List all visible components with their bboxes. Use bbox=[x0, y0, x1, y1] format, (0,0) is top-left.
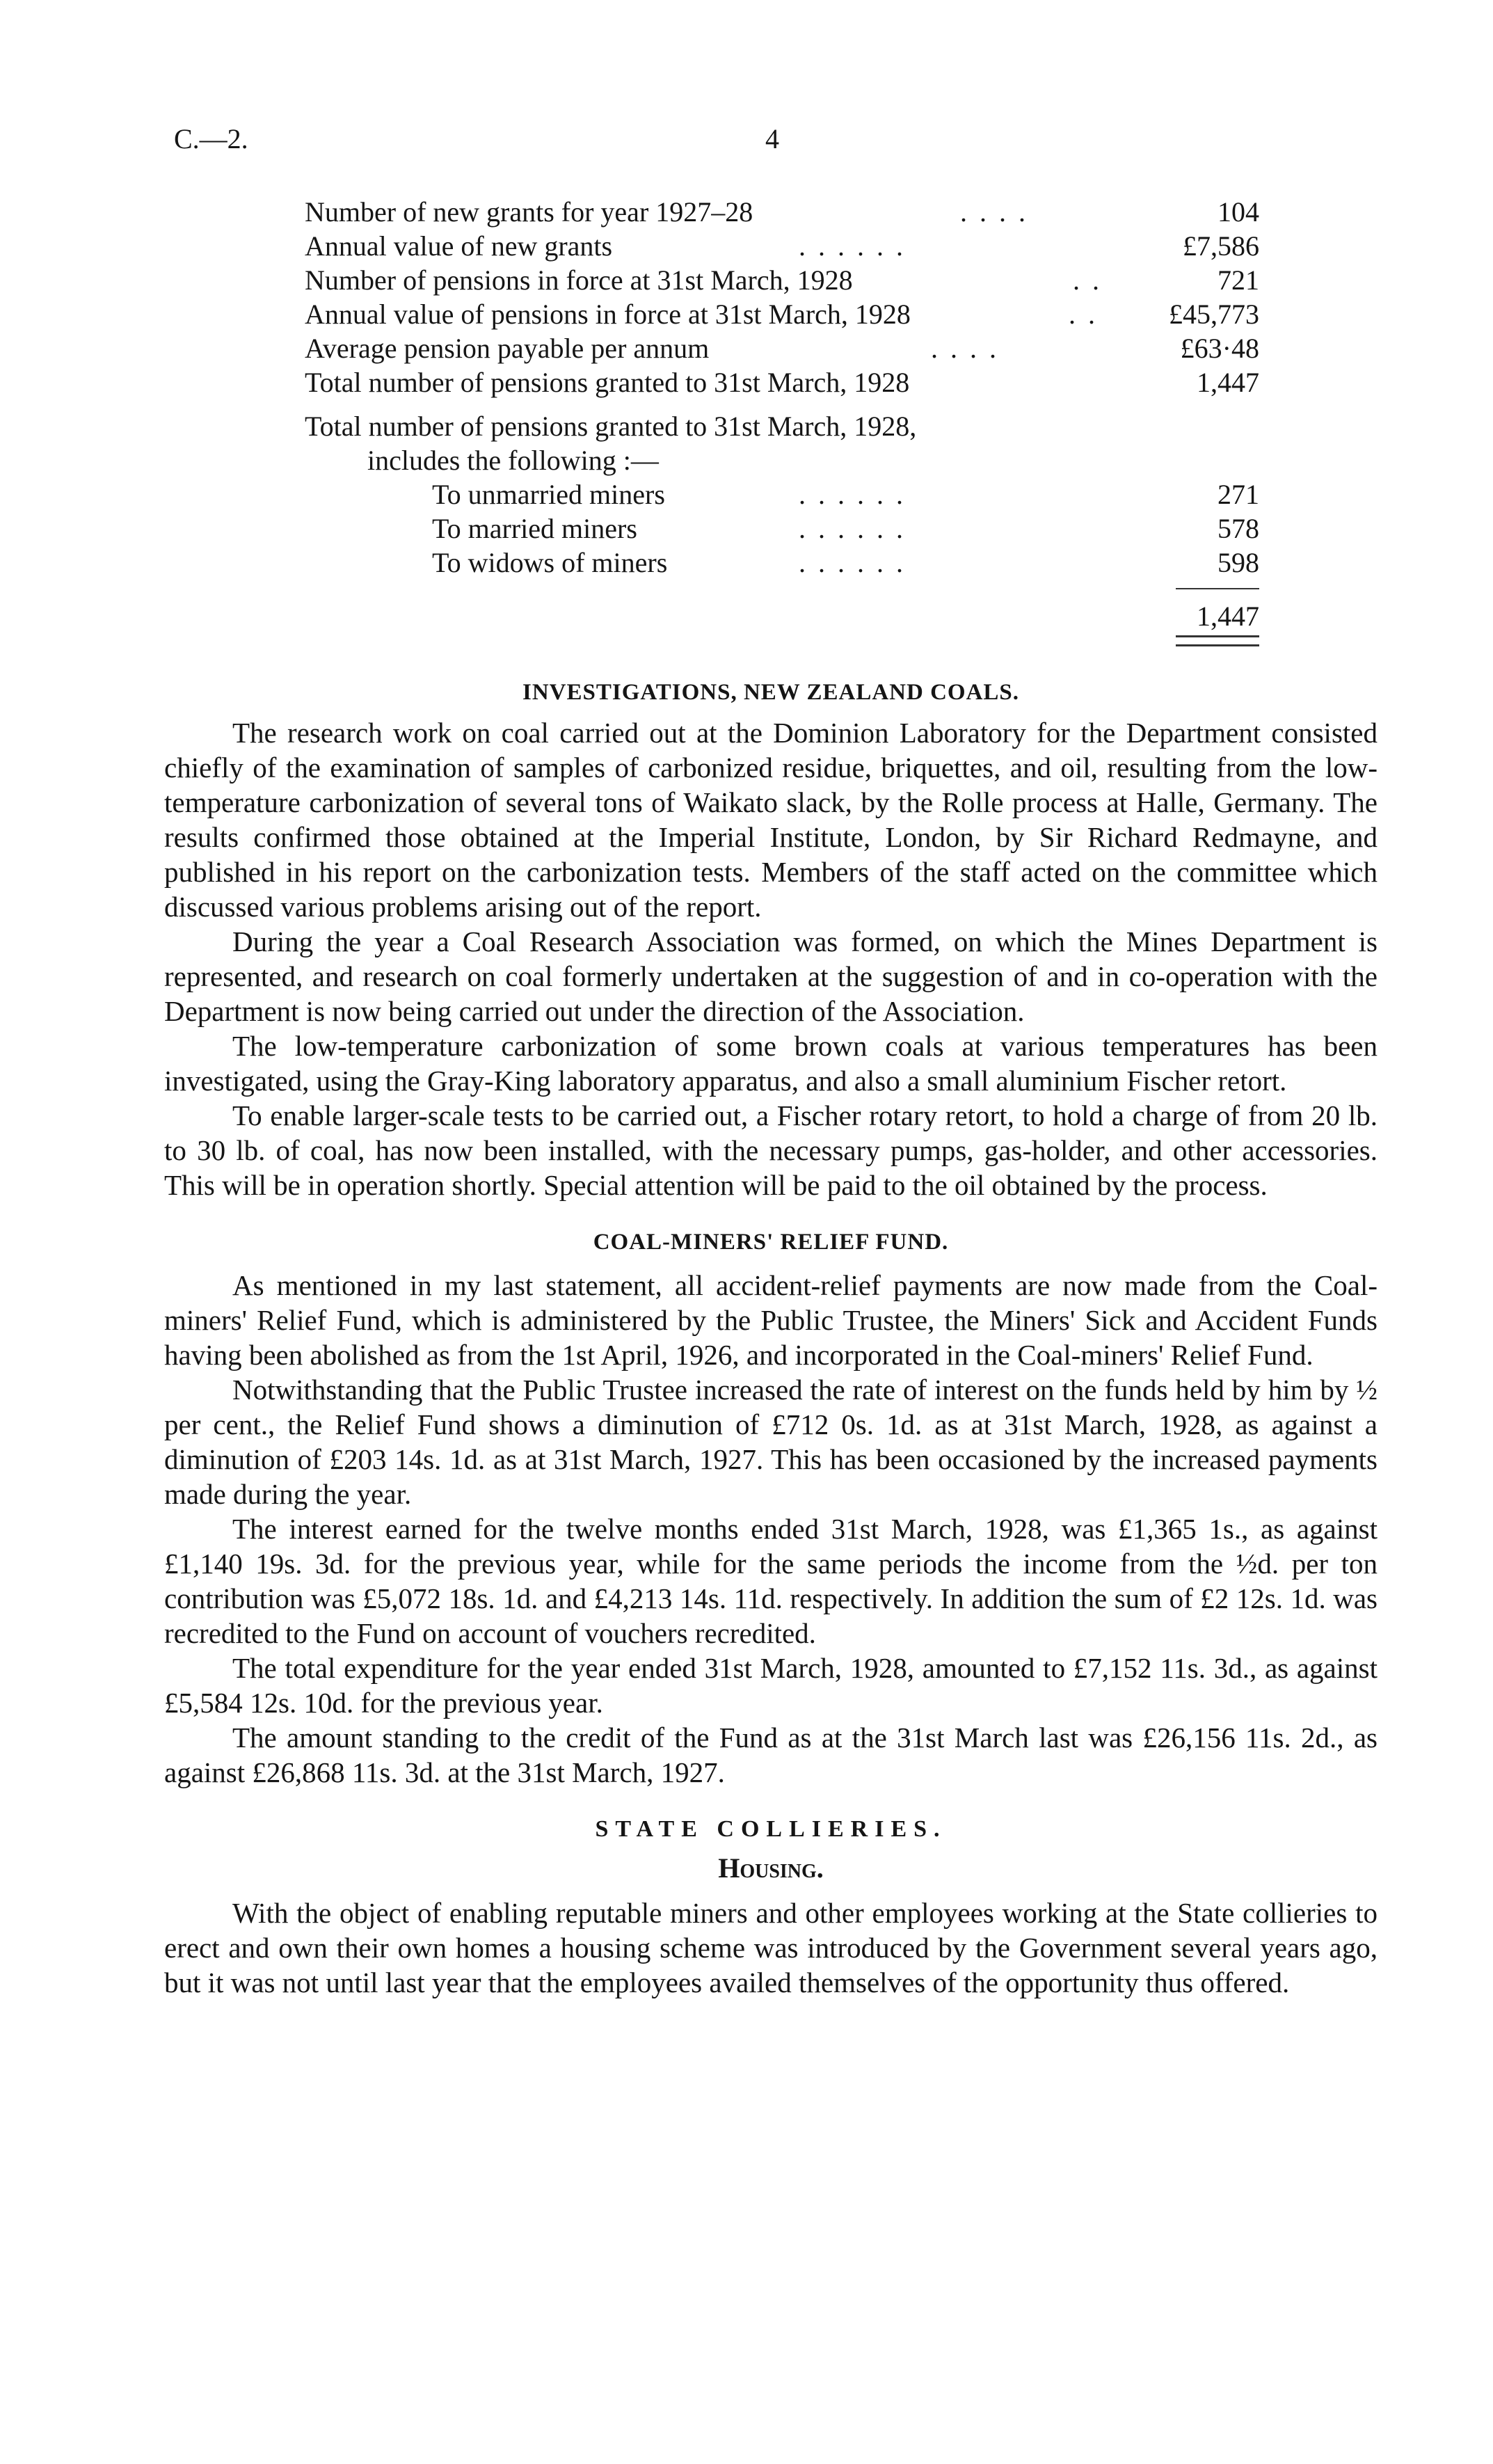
pension-statistics bbox=[305, 195, 1259, 644]
paragraph: The research work on coal carried out at the Dominion Laboratory for the Department consisted chiefly of the examination of samples of carbonized residue, briquettes, and oil, resulting from the low-temperature carbonization of several tons of Waikato slack, by the Rolle process at Halle, Germany. The results confirmed those obtained at the Imperial Institute, London, by Sir Richard Redmayne, and published in his report on the carbonization tests. Members of the staff acted on the committee which discussed various problems arising out of the report. bbox=[164, 717, 1378, 923]
stat-row bbox=[305, 297, 1259, 331]
breakdown-label: To widows of miners bbox=[432, 547, 668, 578]
leader-dots: . . . . . . bbox=[799, 513, 906, 544]
page-number: 4 bbox=[765, 123, 779, 154]
stat-value: 721 bbox=[1217, 264, 1259, 296]
leader-dots: . . . . . . bbox=[799, 230, 906, 262]
leader-dots: . . . . . . bbox=[799, 547, 906, 578]
stat-value: 1,447 bbox=[1197, 367, 1259, 398]
stat-value: £45,773 bbox=[1169, 299, 1259, 330]
document-code: C.—2. bbox=[174, 123, 248, 154]
leader-dots: . . bbox=[1073, 264, 1102, 296]
breakdown-value: 598 bbox=[1217, 547, 1259, 578]
breakdown-row bbox=[305, 511, 1259, 546]
leader-dots: . . . . . . bbox=[799, 479, 906, 510]
leader-dots: . . . . bbox=[931, 333, 999, 364]
paragraph: To enable larger-scale tests to be carried out, a Fischer rotary retort, to hold a charge of from 20 lb. to 30 lb. of coal, has now been installed, with the necessary pumps, gas-holder, and other accessories. This will be in operation shortly. Special attention will be paid to the oil obtained by the process. bbox=[164, 1099, 1378, 1201]
breakdown-label: To married miners bbox=[432, 513, 637, 544]
breakdown-total bbox=[305, 580, 1259, 635]
stat-label: Number of new grants for year 1927–28 bbox=[305, 196, 753, 228]
double-rule bbox=[1176, 635, 1259, 646]
paragraph: Notwithstanding that the Public Trustee increased the rate of interest on the funds held by him by ½ per cent., the Relief Fund shows a diminution of £712 0s. 1d. as at 31st March, 1928, as against a diminution of £203 14s. 1d. as at 31st March, 1927. This has been occasioned by the increased payments made during the year. bbox=[164, 1374, 1378, 1510]
report-body bbox=[164, 675, 1378, 2000]
stat-label: Annual value of new grants bbox=[305, 230, 613, 262]
breakdown-intro: Total number of pensions granted to 31st March, 1928, bbox=[305, 411, 917, 442]
subheading-housing: Housing. bbox=[718, 1852, 824, 1884]
breakdown-total-value: 1,447 bbox=[1197, 601, 1259, 632]
breakdown-row bbox=[305, 477, 1259, 511]
breakdown-row bbox=[305, 546, 1259, 580]
stat-row bbox=[305, 263, 1259, 297]
stat-label: Number of pensions in force at 31st March, 1928 bbox=[305, 264, 853, 296]
paragraph: With the object of enabling reputable miners and other employees working at the State collieries to erect and own their own homes a housing scheme was introduced by the Government several years ago, but it was not until last year that the employees availed themselves of the opportunity thus offered. bbox=[164, 1897, 1378, 1998]
breakdown-value: 578 bbox=[1217, 513, 1259, 544]
breakdown-value: 271 bbox=[1217, 479, 1259, 510]
breakdown-label: To unmarried miners bbox=[432, 479, 665, 510]
stat-row bbox=[305, 229, 1259, 263]
paragraph: The amount standing to the credit of the Fund as at the 31st March last was £26,156 11s. 2d., as against £26,868 11s. 3d. at the 31st March, 1927. bbox=[164, 1722, 1378, 1788]
stat-value: 104 bbox=[1217, 196, 1259, 228]
paragraph: The total expenditure for the year ended 31st March, 1928, amounted to £7,152 11s. 3d., as against £5,584 12s. 10d. for the previous year. bbox=[164, 1652, 1378, 1719]
stat-row bbox=[305, 365, 1259, 399]
paragraph: During the year a Coal Research Association was formed, on which the Mines Department is represented, and research on coal formerly undertaken at the suggestion of and in co-operation with the Department is now being carried out under the direction of the Association. bbox=[164, 925, 1378, 1027]
stat-value: £63·48 bbox=[1180, 333, 1259, 364]
stat-label: Average pension payable per annum bbox=[305, 333, 710, 364]
leader-dots: . . . . bbox=[960, 196, 1028, 228]
stat-row bbox=[305, 195, 1259, 229]
sum-rule bbox=[1176, 588, 1259, 589]
paragraph: The interest earned for the twelve months ended 31st March, 1928, was £1,365 1s., as against £1,140 19s. 3d. for the previous year, while for the same periods the income from the ½d. per ton contribution was £5,072 18s. 1d. and £4,213 14s. 11d. respectively. In addition the sum of £2 12s. 1d. was recredited to the Fund on account of vouchers recredited. bbox=[164, 1513, 1378, 1649]
stat-row bbox=[305, 331, 1259, 365]
paragraph: The low-temperature carbonization of some brown coals at various temperatures has been investigated, using the Gray-King laboratory apparatus, and also a small aluminium Fischer retort. bbox=[164, 1030, 1378, 1097]
stat-value: £7,586 bbox=[1183, 230, 1259, 262]
leader-dots: . . bbox=[1069, 299, 1098, 330]
paragraph: As mentioned in my last statement, all accident-relief payments are now made from the Coal-miners' Relief Fund, which is administered by the Public Trustee, the Miners' Sick and Accident Funds having been abolished as from the 1st April, 1926, and incorporated in the Coal-miners' Relief Fund. bbox=[164, 1269, 1378, 1371]
stat-label: Annual value of pensions in force at 31st March, 1928 bbox=[305, 299, 911, 330]
page-header bbox=[0, 122, 1493, 164]
section-heading-investigations: INVESTIGATIONS, NEW ZEALAND COALS. bbox=[522, 680, 1020, 705]
section-heading-state-collieries: STATE COLLIERIES. bbox=[595, 1816, 947, 1842]
section-heading-relief-fund: COAL-MINERS' RELIEF FUND. bbox=[593, 1230, 949, 1255]
stat-label: Total number of pensions granted to 31st March, 1928 bbox=[305, 367, 910, 398]
breakdown-intro-continued: includes the following :— bbox=[367, 445, 659, 476]
